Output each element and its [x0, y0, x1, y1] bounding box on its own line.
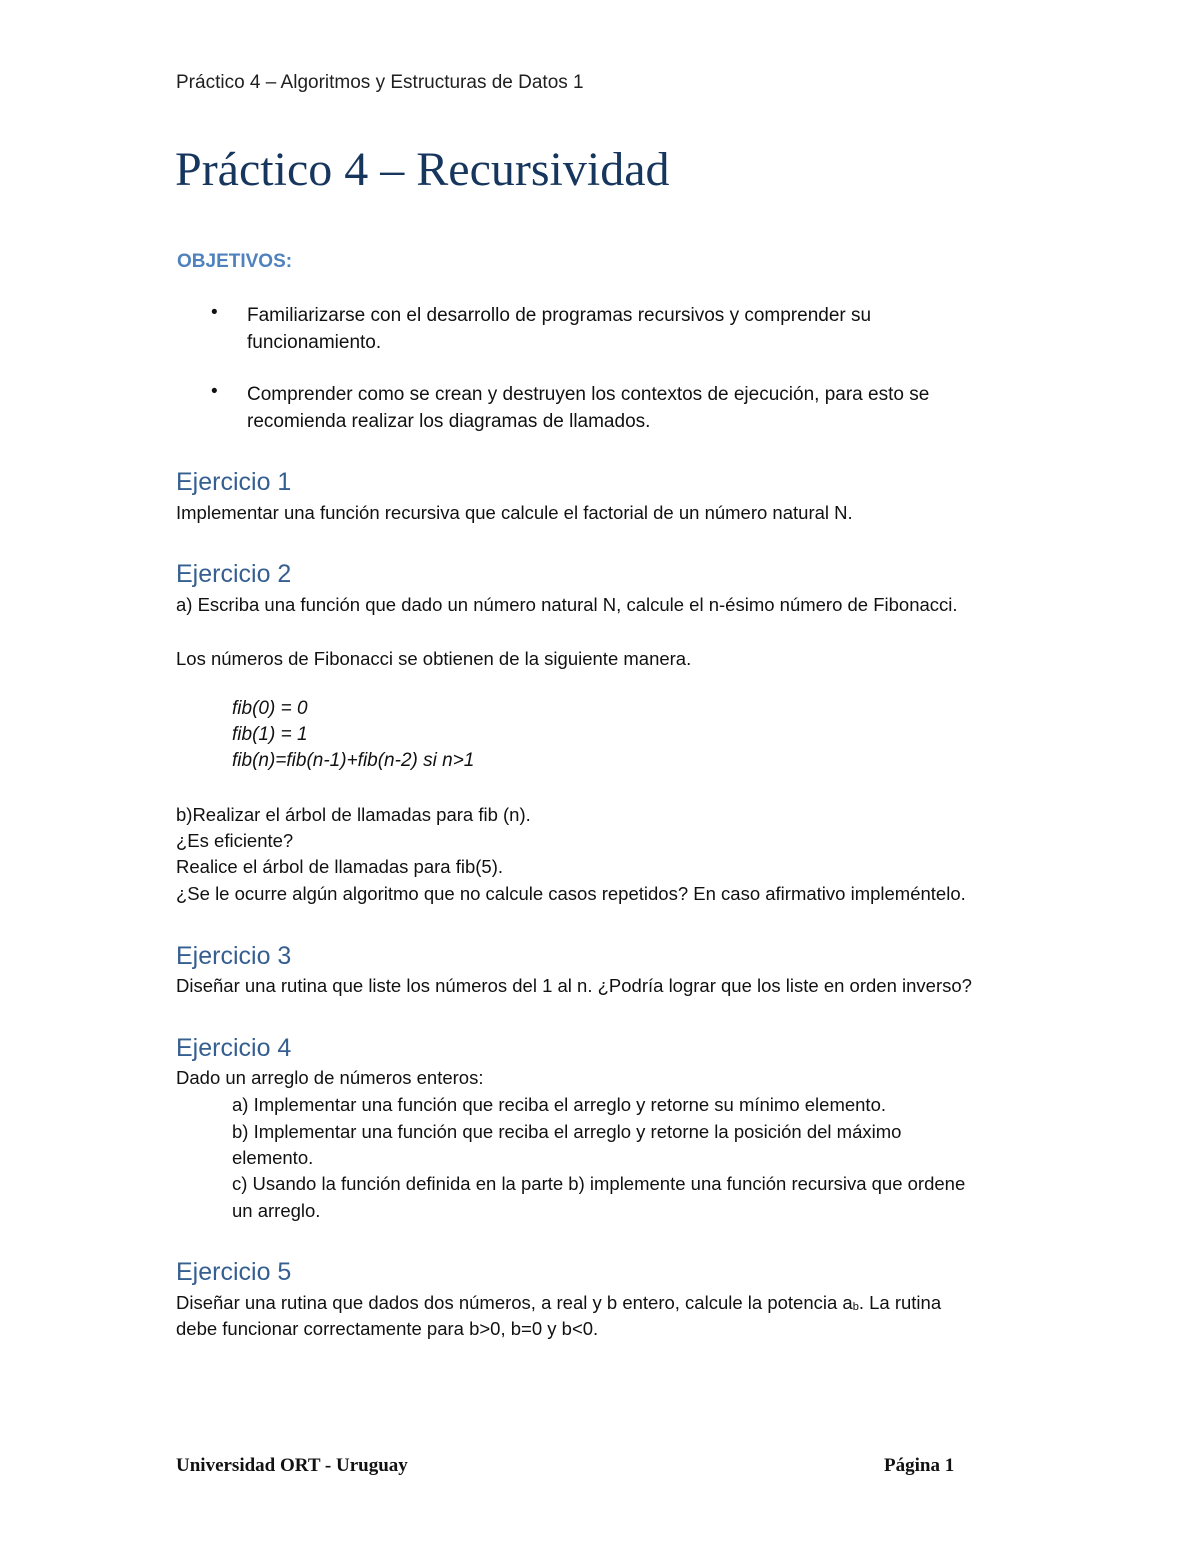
objective-text: Comprender como se crean y destruyen los contextos de ejecución, para esto se recomienda realizar los diagramas de llamados. — [247, 384, 930, 432]
exercise-2-heading: Ejercicio 2 — [176, 560, 292, 588]
exercise-3-heading: Ejercicio 3 — [176, 942, 292, 970]
exercise-4-part-c: c) Usando la función definida en la parte b) implemente una función recursiva que ordene — [232, 1173, 966, 1194]
exercise-4-part-a: a) Implementar una función que reciba el arreglo y retorne su mínimo elemento. — [232, 1094, 887, 1115]
exercise-5-line-2: debe funcionar correctamente para b>0, b=0 y b<0. — [176, 1318, 599, 1339]
fib-formula-base-1: fib(1) = 1 — [232, 724, 308, 745]
exercise-4-part-b: b) Implementar una función que reciba el arreglo y retorne la posición del máximo — [232, 1121, 902, 1142]
running-header: Práctico 4 – Algoritmos y Estructuras de Datos 1 — [176, 72, 584, 93]
exercise-3-text: Diseñar una rutina que liste los números del 1 al n. ¿Podría lograr que los liste en orden inverso? — [176, 975, 972, 996]
exercise-1-heading: Ejercicio 1 — [176, 468, 292, 496]
exercise-2-part-a: a) Escriba una función que dado un número natural N, calcule el n-ésimo número de Fibonacci. — [176, 594, 958, 615]
footer-page-number: Página 1 — [884, 1455, 955, 1476]
exercise-2-intro: Los números de Fibonacci se obtienen de la siguiente manera. — [176, 648, 692, 669]
objectives-heading: OBJETIVOS: — [177, 251, 293, 272]
exercise-5-line-1-end: . La rutina — [858, 1292, 942, 1313]
exercise-5-line-1 — [176, 1292, 941, 1314]
exercise-5-line-1-text: Diseñar una rutina que dados dos números, a real y b entero, calcule la potencia a — [176, 1292, 853, 1313]
bullet-icon: • — [211, 302, 218, 323]
exercise-2-part-b-line: b)Realizar el árbol de llamadas para fib (n). — [176, 804, 531, 825]
exercise-2-part-b-line: ¿Es eficiente? — [176, 830, 294, 851]
exercise-2-part-b-line: Realice el árbol de llamadas para fib(5). — [176, 856, 504, 877]
objective-text: Familiarizarse con el desarrollo de programas recursivos y comprender su funcionamiento. — [247, 305, 872, 353]
exercise-4-intro: Dado un arreglo de números enteros: — [176, 1067, 484, 1088]
bullet-icon: • — [211, 381, 218, 402]
fib-formula-base-0: fib(0) = 0 — [232, 698, 308, 719]
exponent-b: b — [852, 1301, 859, 1313]
exercise-2-part-b-line: ¿Se le ocurre algún algoritmo que no calcule casos repetidos? En caso afirmativo impleméntelo. — [176, 883, 966, 904]
exercise-4-part-c-cont: un arreglo. — [232, 1200, 321, 1221]
exercise-5-heading: Ejercicio 5 — [176, 1258, 292, 1286]
page-title: Práctico 4 – Recursividad — [175, 143, 670, 196]
exercise-4-part-b-cont: elemento. — [232, 1147, 314, 1168]
exercise-4-heading: Ejercicio 4 — [176, 1034, 292, 1062]
footer-institution: Universidad ORT - Uruguay — [176, 1455, 408, 1476]
exercise-1-text: Implementar una función recursiva que calcule el factorial de un número natural N. — [176, 502, 853, 523]
fib-formula-recursive: fib(n)=fib(n-1)+fib(n-2) si n>1 — [232, 750, 475, 771]
